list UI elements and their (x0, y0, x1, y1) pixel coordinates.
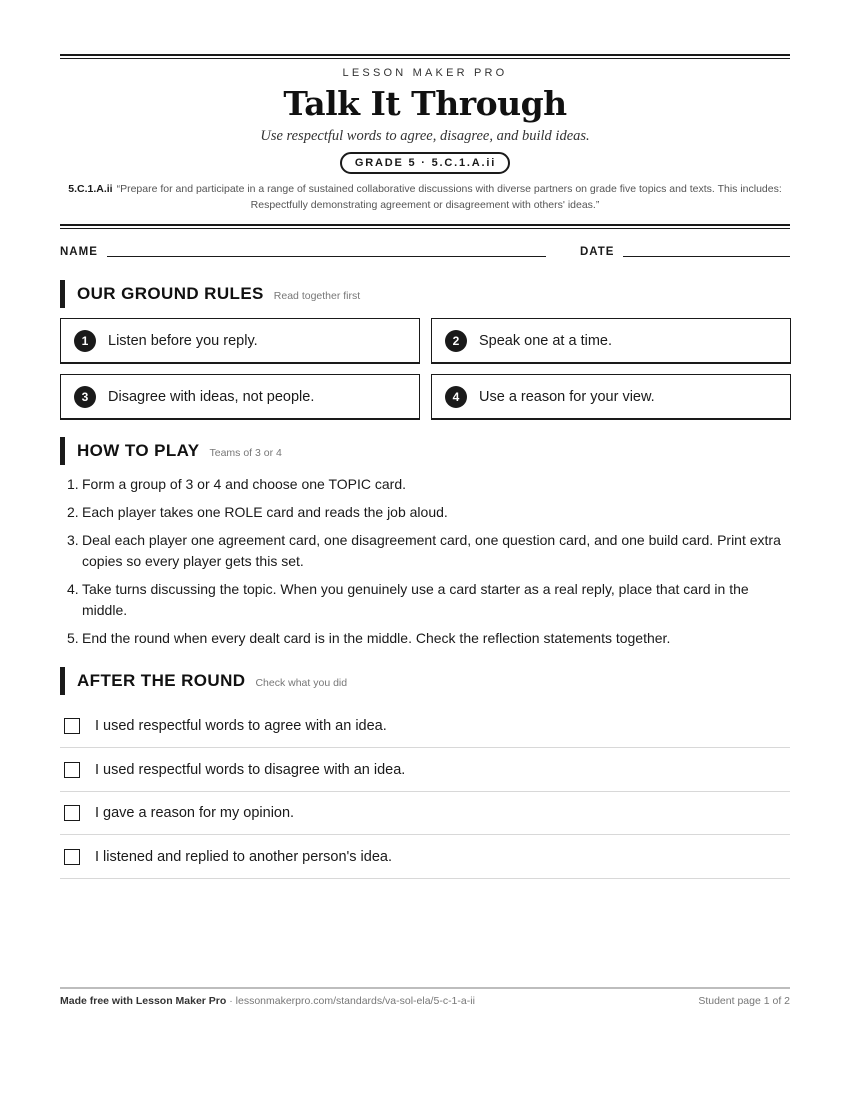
step-text: Each player takes one ROLE card and reads the job aloud. (82, 504, 448, 520)
reflection-checkbox[interactable] (64, 805, 80, 821)
step-number: 3. (67, 532, 79, 548)
rule-number-badge: 1 (74, 330, 96, 352)
step-number: 4. (67, 581, 79, 597)
reflection-checkbox[interactable] (64, 762, 80, 778)
name-label: NAME (60, 246, 98, 258)
instruction-step (60, 628, 790, 649)
after-round-note: Check what you did (255, 676, 348, 689)
instruction-step (60, 530, 790, 572)
rule-text: Speak one at a time. (479, 332, 612, 349)
ground-rule-card (431, 318, 791, 364)
page-title: Talk It Through (283, 84, 567, 123)
reflection-checkbox[interactable] (64, 718, 80, 734)
step-text: Take turns discussing the topic. When you genuinely use a card starter as a real reply, place that card in the middle. (82, 581, 749, 618)
reflection-text: I used respectful words to agree with an idea. (95, 717, 387, 734)
date-field[interactable] (623, 256, 790, 257)
worksheet-page (60, 0, 790, 1100)
step-text: Deal each player one agreement card, one disagreement card, one question card, and one build card. Print extra copies so every player gets this set. (82, 532, 781, 569)
top-divider (60, 54, 790, 59)
footer-made-with: Made free with Lesson Maker Pro (60, 995, 227, 1007)
page-subtitle: Use respectful words to agree, disagree, and build ideas. (260, 128, 590, 144)
reflection-checkbox[interactable] (64, 849, 80, 865)
reflection-text: I gave a reason for my opinion. (95, 804, 295, 821)
standard-statement (60, 181, 790, 213)
footer-credit (60, 995, 475, 1007)
reflection-item (60, 835, 790, 879)
reflection-text: I listened and replied to another person's idea. (95, 848, 392, 865)
grade-badge: GRADE 5 · 5.C.1.A.ii (340, 152, 510, 174)
ground-rule-card (60, 374, 420, 420)
footer-divider (60, 987, 790, 989)
how-to-play-note: Teams of 3 or 4 (209, 446, 282, 459)
step-text: Form a group of 3 or 4 and choose one TOPIC card. (82, 476, 406, 492)
rule-text: Listen before you reply. (108, 332, 258, 349)
standard-code: 5.C.1.A.ii (68, 183, 113, 195)
step-number: 2. (67, 504, 79, 520)
instruction-steps (60, 474, 790, 656)
step-number: 1. (67, 476, 79, 492)
reflection-item (60, 704, 790, 748)
ground-rules-heading (60, 280, 360, 308)
footer-url[interactable]: · lessonmakerpro.com/standards/va-sol-ela/5-c-1-a-ii (226, 995, 475, 1007)
after-round-heading (60, 667, 347, 695)
date-label: DATE (580, 246, 615, 258)
ground-rules-title: OUR GROUND RULES (77, 284, 264, 303)
reflection-text: I used respectful words to disagree with an idea. (95, 761, 406, 778)
ground-rules-note: Read together first (273, 289, 361, 302)
footer-page-number: Student page 1 of 2 (698, 995, 790, 1007)
instruction-step (60, 474, 790, 495)
step-number: 5. (67, 630, 79, 646)
name-field[interactable] (107, 256, 546, 257)
rule-text: Disagree with ideas, not people. (108, 388, 315, 405)
brand-label: LESSON MAKER PRO (342, 67, 508, 79)
instruction-step (60, 502, 790, 523)
reflection-item (60, 791, 790, 835)
ground-rule-card (60, 318, 420, 364)
instruction-step (60, 579, 790, 621)
rule-number-badge: 4 (445, 386, 467, 408)
step-text: End the round when every dealt card is in the middle. Check the reflection statements together. (82, 630, 671, 646)
standard-text: “Prepare for and participate in a range of sustained collaborative discussions with diverse partners on grade five topics and texts. This includes: Respectfully demonstrating agreement or disagreement with others' ideas.” (116, 183, 782, 211)
rule-text: Use a reason for your view. (479, 388, 655, 405)
reflection-item (60, 748, 790, 792)
rule-number-badge: 3 (74, 386, 96, 408)
ground-rule-card (431, 374, 791, 420)
badge-wrap (60, 152, 790, 174)
how-to-play-title: HOW TO PLAY (77, 441, 200, 460)
after-round-title: AFTER THE ROUND (77, 671, 246, 690)
rule-number-badge: 2 (445, 330, 467, 352)
header-divider (60, 224, 790, 229)
how-to-play-heading (60, 437, 282, 465)
